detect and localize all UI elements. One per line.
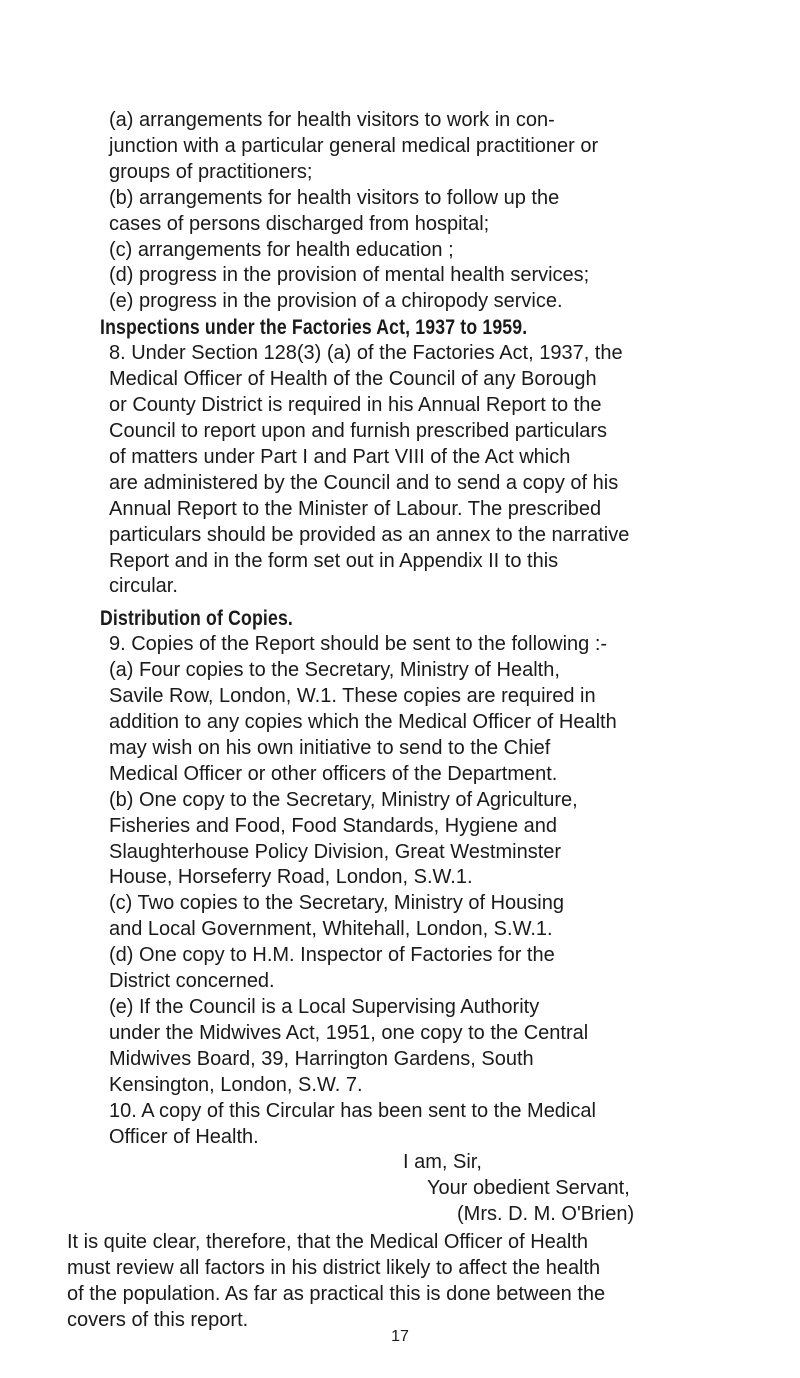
text-line: Medical Officer of Health of the Council of any Borough xyxy=(109,368,597,391)
text-line: may wish on his own initiative to send to the Chief xyxy=(109,736,551,759)
text-line: (e) If the Council is a Local Supervising Authority xyxy=(109,996,540,1018)
section-heading: Distribution of Copies. xyxy=(100,607,294,631)
text-line: of matters under Part I and Part VIII of the Act which xyxy=(109,445,571,468)
text-line: (d) One copy to H.M. Inspector of Factories for the xyxy=(109,944,555,967)
text-line: and Local Government, Whitehall, London, S.W.1. xyxy=(109,918,553,941)
text-line: Kensington, London, S.W. 7. xyxy=(109,1073,363,1096)
text-line: Fisheries and Food, Food Standards, Hygiene and xyxy=(109,814,558,837)
text-line: (b) arrangements for health visitors to follow up the xyxy=(109,186,560,209)
text-line: must review all factors in his district likely to affect the health xyxy=(67,1257,601,1280)
section-factories xyxy=(100,315,740,600)
signature-salutation: I am, Sir, xyxy=(403,1151,482,1174)
text-line: under the Midwives Act, 1951, one copy to the Central xyxy=(109,1021,589,1044)
text-line: are administered by the Council and to send a copy of his xyxy=(109,471,619,494)
text-line: Midwives Board, 39, Harrington Gardens, South xyxy=(109,1047,534,1070)
text-line: (a) Four copies to the Secretary, Ministry of Health, xyxy=(109,659,560,682)
text-line: addition to any copies which the Medical Officer of Health xyxy=(109,711,617,734)
text-line: District concerned. xyxy=(109,970,275,993)
text-line: 10. A copy of this Circular has been sent to the Medical xyxy=(109,1099,596,1122)
page-number: 17 xyxy=(391,1328,409,1345)
text-line: of the population. As far as practical this is done between the xyxy=(67,1282,606,1305)
signature-servant: Your obedient Servant, xyxy=(427,1177,630,1200)
text-line: House, Horseferry Road, London, S.W.1. xyxy=(109,866,473,889)
signature-name: (Mrs. D. M. O'Brien) xyxy=(457,1203,635,1226)
text-line: It is quite clear, therefore, that the Medical Officer of Health xyxy=(67,1231,589,1254)
text-line: cases of persons discharged from hospital; xyxy=(109,212,490,235)
text-line: (a) arrangements for health visitors to work in con- xyxy=(109,109,555,131)
text-line: junction with a particular general medical practitioner or xyxy=(109,134,599,157)
signature-block xyxy=(109,1150,740,1228)
text-line: Medical Officer or other officers of the Department. xyxy=(109,762,558,785)
text-line: (e) progress in the provision of a chiropody service. xyxy=(109,290,563,313)
text-line: or County District is required in his Annual Report to the xyxy=(109,394,602,417)
text-line: Slaughterhouse Policy Division, Great Westminster xyxy=(109,840,562,863)
text-line: (c) Two copies to the Secretary, Ministry of Housing xyxy=(109,892,564,915)
text-line: (b) One copy to the Secretary, Ministry of Agriculture, xyxy=(109,788,578,811)
text-line: groups of practitioners; xyxy=(109,160,313,183)
text-line: covers of this report. xyxy=(67,1308,249,1331)
text-line: 8. Under Section 128(3) (a) of the Factories Act, 1937, the xyxy=(109,342,623,365)
text-line: Report and in the form set out in Appendix II to this xyxy=(109,549,559,572)
text-line: 9. Copies of the Report should be sent to the following :- xyxy=(109,633,608,656)
text-line: circular. xyxy=(109,575,178,598)
text-line: Annual Report to the Minister of Labour. The prescribed xyxy=(109,497,602,520)
text-line: Council to report upon and furnish prescribed particulars xyxy=(109,419,608,442)
text-line: Officer of Health. xyxy=(109,1125,259,1148)
text-line: (c) arrangements for health education ; xyxy=(109,238,454,261)
section-distribution xyxy=(100,606,740,1150)
text-line: particulars should be provided as an annex to the narrative xyxy=(109,523,630,546)
text-line: (d) progress in the provision of mental health services; xyxy=(109,264,590,287)
text-line: Savile Row, London, W.1. These copies are required in xyxy=(109,685,596,708)
intro-items xyxy=(109,108,740,315)
closing-paragraph xyxy=(67,1230,740,1334)
section-heading: Inspections under the Factories Act, 1937 to 1959. xyxy=(100,316,528,340)
